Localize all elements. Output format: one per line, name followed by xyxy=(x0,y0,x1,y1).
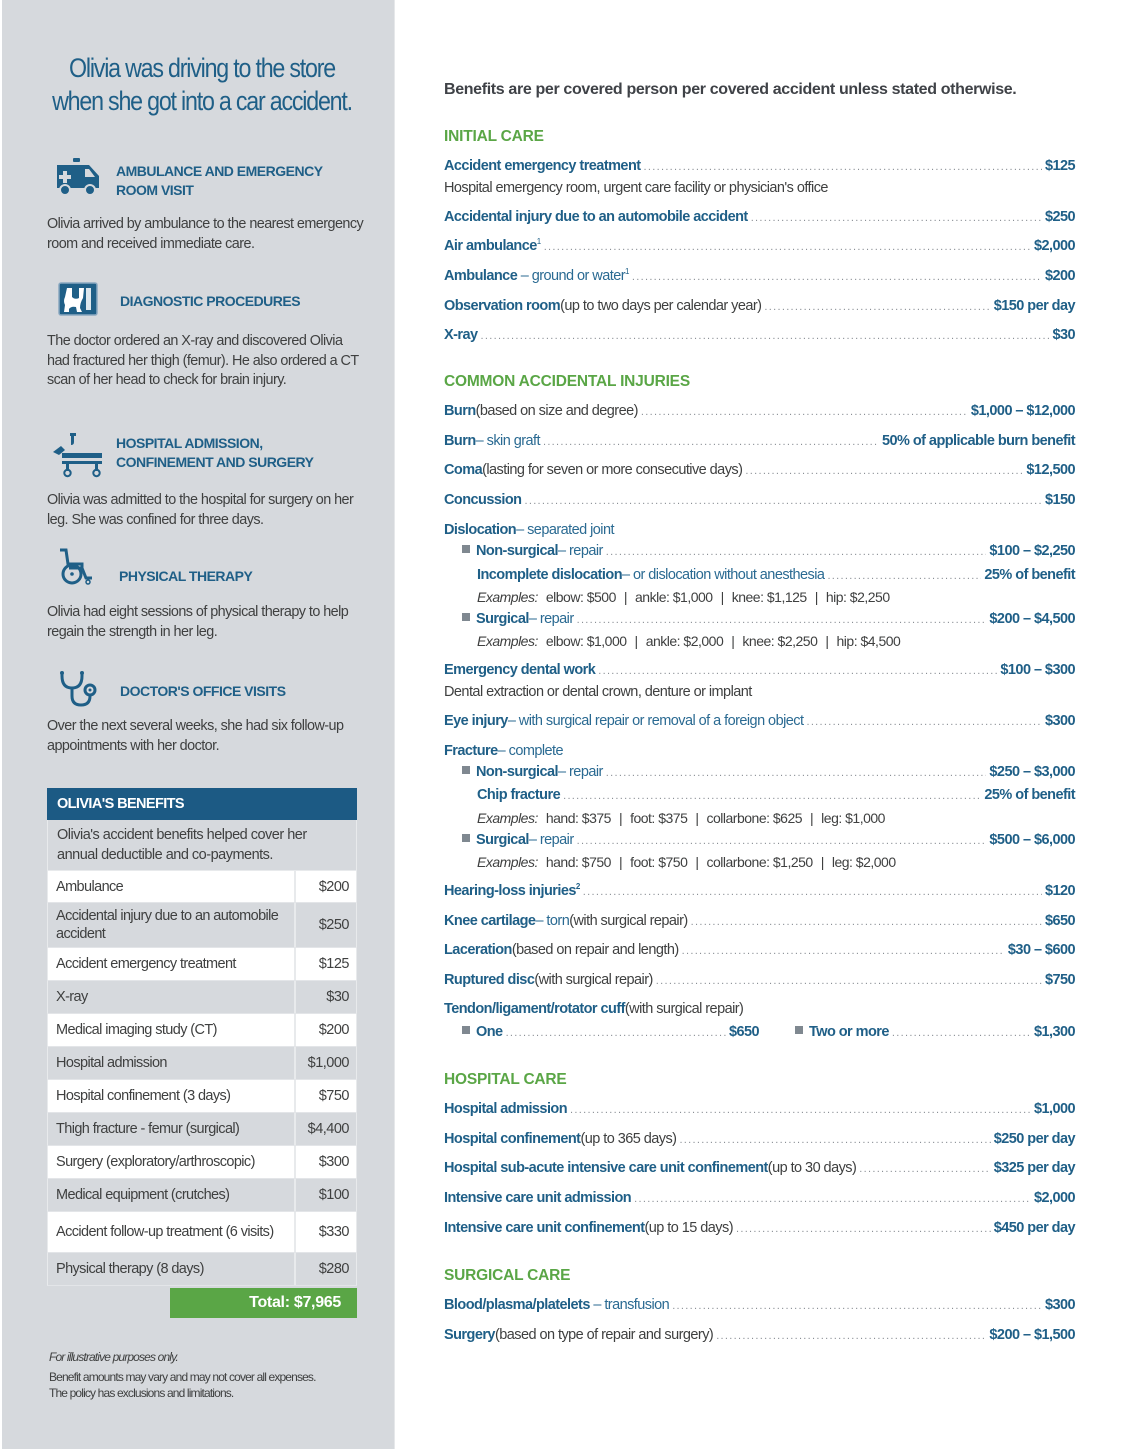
benefit-row-amount: $30 xyxy=(326,989,349,1005)
dot-leader xyxy=(544,241,1031,253)
separator: | xyxy=(825,633,829,649)
benefits-table-rows xyxy=(47,871,357,1286)
dot-leader xyxy=(859,1163,990,1175)
benefit-value: $1,000 – $12,000 xyxy=(970,403,1075,419)
benefit-name-text: Accident emergency treatment xyxy=(444,158,641,174)
benefit-note: (with surgical repair) xyxy=(624,1001,744,1017)
step-heading xyxy=(116,162,323,200)
square-bullet-icon xyxy=(462,545,470,553)
stethoscope-icon xyxy=(58,670,100,708)
benefits-table-row xyxy=(47,1146,357,1179)
benefits-table-row xyxy=(47,948,357,981)
benefit-name: Burn xyxy=(444,433,476,449)
dot-leader xyxy=(563,790,981,802)
step-heading xyxy=(119,567,252,586)
section-title-initial-care: INITIAL CARE xyxy=(444,128,544,145)
dot-leader xyxy=(644,161,1042,173)
benefit-row-amount: $200 xyxy=(318,878,349,895)
benefit-note: (up to 15 days) xyxy=(644,1220,733,1236)
benefit-name xyxy=(444,1297,669,1313)
examples-label: Examples: xyxy=(477,810,538,826)
step-description: Over the next several weeks, she had six follow-up appointments with her doctor. xyxy=(47,718,344,754)
square-bullet-icon xyxy=(462,766,470,774)
benefit-line-tendon xyxy=(444,1001,1075,1021)
benefits-table-row xyxy=(47,1080,357,1113)
benefit-name-text: X-ray xyxy=(444,327,478,343)
benefit-name xyxy=(444,1101,567,1117)
benefit-value: $300 xyxy=(1044,713,1075,729)
example-value: ankle: $1,000 xyxy=(635,589,713,605)
examples-fracture-surgical xyxy=(477,854,896,870)
benefits-total: Total: $7,965 xyxy=(170,1288,357,1318)
benefit-name: Non-surgical xyxy=(476,764,559,780)
example-value: hand: $750 xyxy=(545,854,611,870)
benefit-name: Chip fracture xyxy=(477,787,561,803)
benefit-row-amount: $4,400 xyxy=(307,1121,349,1137)
benefit-row-amount: $200 xyxy=(318,1022,349,1038)
benefit-name xyxy=(444,1131,580,1147)
example-value: knee: $2,250 xyxy=(742,633,818,649)
benefit-value: $200 – $1,500 xyxy=(989,1327,1075,1343)
benefit-name: Eye injury xyxy=(444,713,508,729)
benefit-subtext: Dental extraction or dental crown, denture or implant xyxy=(444,684,752,700)
benefit-value: $250 xyxy=(1044,209,1075,225)
dot-leader xyxy=(598,665,997,677)
benefit-line-eye xyxy=(444,713,1075,733)
benefit-line-dislocation-nonsurgical xyxy=(462,543,1075,563)
dot-leader xyxy=(656,975,1042,987)
benefit-line-tendon-two xyxy=(795,1024,1075,1044)
benefits-table-row xyxy=(47,981,357,1014)
example-value: collarbone: $1,250 xyxy=(706,854,813,870)
benefit-value: $200 – $4,500 xyxy=(989,611,1075,627)
separator: | xyxy=(820,854,824,870)
separator: | xyxy=(814,589,818,605)
benefits-table-row xyxy=(47,903,357,948)
tendon-options xyxy=(462,1024,1075,1044)
example-value: hip: $2,250 xyxy=(825,589,890,605)
benefit-row-label: Medical equipment (crutches) xyxy=(48,1179,296,1211)
benefit-value: $750 xyxy=(1044,972,1075,988)
step-heading-line: DIAGNOSTIC PROCEDURES xyxy=(120,293,301,309)
benefit-row-amount: $100 xyxy=(318,1187,349,1203)
footnote-marker: 2 xyxy=(575,882,580,892)
benefit-line-burn-graft xyxy=(444,433,1075,453)
benefit-name xyxy=(444,1160,768,1176)
benefit-subtext: Hospital emergency room, urgent care facility or physician's office xyxy=(444,180,828,196)
benefit-line xyxy=(444,298,1075,318)
dot-leader xyxy=(570,1104,1031,1116)
example-value: foot: $750 xyxy=(630,854,688,870)
benefit-name: Emergency dental work xyxy=(444,662,596,678)
benefit-name: Knee cartilage xyxy=(444,913,536,929)
dot-leader xyxy=(543,436,879,448)
benefit-row-label: Accident follow-up treatment (6 visits) xyxy=(48,1212,296,1252)
benefit-modifier: – separated joint xyxy=(516,522,614,538)
benefit-name: Incomplete dislocation xyxy=(477,567,623,583)
benefit-value: $150 xyxy=(1044,492,1075,508)
benefit-name-text: Air ambulance xyxy=(444,238,537,254)
benefit-name: Fracture xyxy=(444,743,498,759)
benefits-table-row xyxy=(47,1113,357,1146)
benefit-value: $325 per day xyxy=(993,1160,1075,1176)
benefits-table-row xyxy=(47,1212,357,1253)
benefit-modifier: – repair xyxy=(528,611,574,627)
xray-knee-icon xyxy=(58,282,98,316)
dot-leader xyxy=(672,1300,1042,1312)
section-title-hospital-care: HOSPITAL CARE xyxy=(444,1071,567,1088)
benefit-line xyxy=(444,209,1075,229)
benefit-modifier: – transfusion xyxy=(589,1297,670,1313)
section-title-surgical-care: SURGICAL CARE xyxy=(444,1267,571,1284)
separator: | xyxy=(634,633,638,649)
story-title xyxy=(30,52,374,118)
dot-leader xyxy=(641,406,968,418)
benefit-note: (based on repair and length) xyxy=(511,942,679,958)
dot-leader xyxy=(682,945,1005,957)
benefits-table-row xyxy=(47,871,357,903)
square-bullet-icon xyxy=(795,1026,803,1034)
benefit-value: $100 – $300 xyxy=(1000,662,1075,678)
benefit-line-burn xyxy=(444,403,1075,423)
wheelchair-icon xyxy=(58,548,100,586)
benefit-value: $30 – $600 xyxy=(1007,942,1075,958)
benefit-line xyxy=(444,1220,1075,1240)
benefit-row-label: X-ray xyxy=(48,981,296,1013)
benefit-value: $450 per day xyxy=(993,1220,1075,1236)
benefit-row-amount: $750 xyxy=(318,1088,349,1104)
benefits-table-row xyxy=(47,1014,357,1047)
benefit-row-label: Medical imaging study (CT) xyxy=(48,1014,296,1046)
story-title-line: Olivia was driving to the store xyxy=(69,53,335,83)
benefits-table-row xyxy=(47,1179,357,1212)
benefit-name: Tendon/ligament/rotator cuff xyxy=(444,1001,625,1017)
benefit-line-tendon-one xyxy=(462,1024,759,1044)
footnote-marker: 1 xyxy=(536,237,541,247)
benefit-value: $1,300 xyxy=(1033,1024,1075,1040)
benefit-modifier: – ground or water xyxy=(517,268,625,284)
examples-dislocation-surgical xyxy=(477,633,900,649)
benefit-value: $250 – $3,000 xyxy=(989,764,1075,780)
dot-leader xyxy=(751,212,1042,224)
dot-leader xyxy=(506,1027,726,1039)
benefit-name: Two or more xyxy=(809,1024,889,1040)
separator: | xyxy=(623,589,628,605)
benefit-name xyxy=(444,158,641,174)
benefit-name xyxy=(444,268,629,284)
separator: | xyxy=(618,810,623,826)
benefits-table-row xyxy=(47,1253,357,1286)
dot-leader xyxy=(679,1134,990,1146)
benefit-line-chip-fracture xyxy=(477,787,1075,807)
benefit-name: Coma xyxy=(444,462,483,478)
benefit-value: $650 xyxy=(728,1024,759,1040)
benefit-name-text: Hearing-loss injuries xyxy=(444,883,576,899)
benefit-name: Surgical xyxy=(476,611,529,627)
schedule-intro: Benefits are per covered person per covered accident unless stated otherwise. xyxy=(444,81,1017,98)
example-value: ankle: $2,000 xyxy=(645,633,724,649)
benefit-name-text: Intensive care unit confinement xyxy=(444,1220,645,1236)
benefit-line-fracture-surgical xyxy=(462,832,1075,852)
benefit-line-fracture xyxy=(444,743,1075,763)
example-value: hand: $375 xyxy=(545,810,611,826)
example-value: leg: $2,000 xyxy=(831,854,896,870)
benefit-name xyxy=(444,1220,645,1236)
benefit-note: (with surgical repair) xyxy=(569,913,688,929)
benefit-name: Concussion xyxy=(444,492,522,508)
dot-leader xyxy=(583,886,1042,898)
example-value: knee: $1,125 xyxy=(731,589,807,605)
benefit-line-concussion xyxy=(444,492,1075,512)
benefit-name: One xyxy=(476,1024,503,1040)
separator: | xyxy=(720,589,724,605)
benefit-row-label: Accidental injury due to an automobile accident xyxy=(48,903,296,947)
benefit-line-knee xyxy=(444,913,1075,933)
benefit-modifier: – torn xyxy=(535,913,570,929)
step-description: Olivia was admitted to the hospital for surgery on her leg. She was confined for three days. xyxy=(47,492,354,528)
benefit-value: $300 xyxy=(1044,1297,1075,1313)
dot-leader xyxy=(577,835,987,847)
example-value: collarbone: $625 xyxy=(706,810,803,826)
benefit-value: $125 xyxy=(1044,158,1075,174)
benefit-value: 25% of benefit xyxy=(984,787,1075,803)
step-heading-line: ROOM VISIT xyxy=(116,182,194,198)
step-heading-line: PHYSICAL THERAPY xyxy=(119,568,253,584)
benefit-name xyxy=(444,209,748,225)
benefit-value: $200 xyxy=(1044,268,1075,284)
illustrative-note: For illustrative purposes only. xyxy=(49,1350,178,1364)
benefit-value: $500 – $6,000 xyxy=(989,832,1075,848)
benefit-row-label: Surgery (exploratory/arthroscopic) xyxy=(48,1146,296,1178)
benefit-value: $100 – $2,250 xyxy=(989,543,1075,559)
benefit-name-text: Observation room xyxy=(444,298,561,314)
square-bullet-icon xyxy=(462,613,470,621)
step-description: The doctor ordered an X-ray and discovered Olivia had fractured her thigh (femur). He also ordered a CT scan of her head to check for brain injury. xyxy=(47,333,359,388)
benefit-name-text: Ambulance xyxy=(444,268,518,284)
benefit-name: Ruptured disc xyxy=(444,972,535,988)
benefit-line xyxy=(444,1160,1075,1180)
benefit-line-dislocation-surgical xyxy=(462,611,1075,631)
footnotes xyxy=(49,1350,379,1401)
square-bullet-icon xyxy=(462,1026,470,1034)
benefit-line xyxy=(444,1131,1075,1151)
benefit-note: (based on size and degree) xyxy=(475,403,638,419)
dot-leader xyxy=(691,916,1042,928)
benefit-modifier: – repair xyxy=(558,543,603,559)
benefit-line-dislocation xyxy=(444,522,1075,542)
benefit-note: (up to 365 days) xyxy=(580,1131,677,1147)
benefit-line xyxy=(444,1327,1075,1347)
benefit-name xyxy=(444,1190,631,1206)
dot-leader xyxy=(606,767,987,779)
dot-leader xyxy=(764,301,990,313)
benefits-table-title: OLIVIA'S BENEFITS xyxy=(47,788,357,820)
step-heading xyxy=(120,292,300,311)
benefit-row-amount: $125 xyxy=(318,956,349,972)
benefit-line xyxy=(444,268,1075,288)
benefit-name-text: Intensive care unit admission xyxy=(444,1190,632,1206)
separator: | xyxy=(731,633,735,649)
step-heading-line: CONFINEMENT AND SURGERY xyxy=(116,454,314,470)
benefit-line-coma xyxy=(444,462,1075,482)
benefit-row-label: Hospital admission xyxy=(48,1047,296,1079)
benefit-name xyxy=(444,238,541,254)
step-heading-line: AMBULANCE AND EMERGENCY xyxy=(116,163,323,179)
benefit-line xyxy=(444,238,1075,258)
examples-dislocation-nonsurgical xyxy=(477,589,890,605)
dot-leader xyxy=(827,570,981,582)
examples-label: Examples: xyxy=(477,633,538,649)
separator: | xyxy=(695,854,699,870)
benefit-row-amount: $330 xyxy=(318,1224,349,1240)
example-value: leg: $1,000 xyxy=(821,810,885,826)
benefit-line-fracture-nonsurgical xyxy=(462,764,1075,784)
benefit-value: $150 per day xyxy=(993,298,1075,314)
benefit-value: 25% of benefit xyxy=(984,567,1075,583)
dot-leader xyxy=(632,271,1042,283)
step-heading xyxy=(116,434,313,472)
benefit-name: Surgical xyxy=(476,832,529,848)
benefit-row-amount: $280 xyxy=(318,1261,349,1277)
benefit-line-ruptured-disc xyxy=(444,972,1075,992)
benefit-row-amount: $1,000 xyxy=(307,1055,349,1071)
benefit-row-amount: $250 xyxy=(318,917,349,933)
benefit-modifier: – repair xyxy=(558,764,603,780)
step-heading-line: HOSPITAL ADMISSION, xyxy=(116,435,263,451)
disclaimer-line: Benefit amounts may vary and may not cover all expenses. xyxy=(49,1370,316,1384)
benefit-name xyxy=(444,298,560,314)
benefit-name-text: Blood/plasma/platelets xyxy=(444,1297,590,1313)
step-description: Olivia had eight sessions of physical therapy to help regain the strength in her leg. xyxy=(47,604,349,640)
benefit-row-label: Thigh fracture - femur (surgical) xyxy=(48,1113,296,1145)
step-heading xyxy=(120,682,286,701)
square-bullet-icon xyxy=(462,834,470,842)
dot-leader xyxy=(736,1223,991,1235)
dot-leader xyxy=(606,546,987,558)
benefit-name xyxy=(444,883,580,899)
benefit-name: Non-surgical xyxy=(476,543,559,559)
benefit-name-text: Accidental injury due to an automobile accident xyxy=(444,209,748,225)
examples-fracture-nonsurgical xyxy=(477,810,885,826)
separator: | xyxy=(618,854,623,870)
dot-leader xyxy=(806,716,1041,728)
benefit-name: Dislocation xyxy=(444,522,517,538)
benefit-value: $30 xyxy=(1052,327,1075,343)
benefit-value: $12,500 xyxy=(1026,462,1075,478)
benefit-line xyxy=(444,1190,1075,1210)
story-panel xyxy=(2,0,395,1449)
benefit-value: $1,000 xyxy=(1033,1101,1075,1117)
benefit-value: $250 per day xyxy=(993,1131,1075,1147)
benefit-value: $2,000 xyxy=(1033,238,1075,254)
benefit-note: (based on type of repair and surgery) xyxy=(494,1327,714,1343)
benefit-line-incomplete-dislocation xyxy=(477,567,1075,587)
hospital-bed-icon xyxy=(50,432,104,478)
benefit-line xyxy=(444,327,1075,347)
benefit-row-label: Hospital confinement (3 days) xyxy=(48,1080,296,1112)
benefit-line-hearing xyxy=(444,883,1075,903)
benefit-row-label: Accident emergency treatment xyxy=(48,948,296,980)
dot-leader xyxy=(634,1193,1031,1205)
benefit-row-label: Physical therapy (8 days) xyxy=(48,1253,296,1285)
benefits-table-row xyxy=(47,1047,357,1080)
example-value: elbow: $500 xyxy=(545,589,616,605)
benefits-table xyxy=(47,788,357,1318)
example-value: elbow: $1,000 xyxy=(545,633,627,649)
benefit-value: $650 xyxy=(1044,913,1075,929)
benefit-note: (with surgical repair) xyxy=(534,972,653,988)
benefit-line xyxy=(444,1297,1075,1317)
ambulance-icon xyxy=(54,158,102,198)
benefit-value: 50% of applicable burn benefit xyxy=(882,433,1075,449)
dot-leader xyxy=(892,1027,1031,1039)
benefit-line xyxy=(444,158,1075,178)
benefit-line-dental xyxy=(444,662,1075,682)
dot-leader xyxy=(745,465,1023,477)
benefit-name: Burn xyxy=(444,403,476,419)
example-value: foot: $375 xyxy=(630,810,688,826)
benefit-value: $2,000 xyxy=(1033,1190,1075,1206)
section-title-common-injuries: COMMON ACCIDENTAL INJURIES xyxy=(444,373,690,390)
dot-leader xyxy=(524,495,1041,507)
dot-leader xyxy=(716,1330,986,1342)
benefit-line xyxy=(444,1101,1075,1121)
step-description: Olivia arrived by ambulance to the nearest emergency room and received immediate care. xyxy=(47,216,364,252)
benefit-name-text: Hospital confinement xyxy=(444,1131,581,1147)
step-heading-line: DOCTOR'S OFFICE VISITS xyxy=(120,683,286,699)
benefit-name-text: Hospital admission xyxy=(444,1101,568,1117)
benefit-name: Laceration xyxy=(444,942,512,958)
disclaimer-line: The policy has exclusions and limitations. xyxy=(49,1386,234,1400)
dot-leader xyxy=(481,330,1050,342)
benefit-row-label: Ambulance xyxy=(48,871,296,902)
benefit-name xyxy=(444,327,478,343)
benefit-modifier: – complete xyxy=(497,743,564,759)
benefit-name-text: Surgery xyxy=(444,1327,495,1343)
benefit-note: (lasting for seven or more consecutive days) xyxy=(482,462,743,478)
benefit-name-text: Hospital sub-acute intensive care unit confinement xyxy=(444,1160,768,1176)
benefit-modifier: – skin graft xyxy=(475,433,540,449)
benefit-modifier: – with surgical repair or removal of a foreign object xyxy=(507,713,804,729)
footnote-marker: 1 xyxy=(625,267,629,277)
separator: | xyxy=(695,810,699,826)
benefits-table-intro: Olivia's accident benefits helped cover her annual deductible and co-payments. xyxy=(47,820,357,871)
separator: | xyxy=(810,810,814,826)
examples-label: Examples: xyxy=(477,589,538,605)
story-title-line: when she got into a car accident. xyxy=(52,86,352,116)
benefit-line-laceration xyxy=(444,942,1075,962)
example-value: hip: $4,500 xyxy=(836,633,901,649)
benefit-modifier: – repair xyxy=(528,832,574,848)
benefit-value: $120 xyxy=(1044,883,1075,899)
benefit-row-amount: $300 xyxy=(318,1154,349,1170)
benefit-note: (up to two days per calendar year) xyxy=(560,298,762,314)
benefit-modifier: – or dislocation without anesthesia xyxy=(622,567,825,583)
examples-label: Examples: xyxy=(477,854,538,870)
dot-leader xyxy=(577,614,987,626)
benefit-note: (up to 30 days) xyxy=(767,1160,857,1176)
benefit-name xyxy=(444,1327,495,1343)
